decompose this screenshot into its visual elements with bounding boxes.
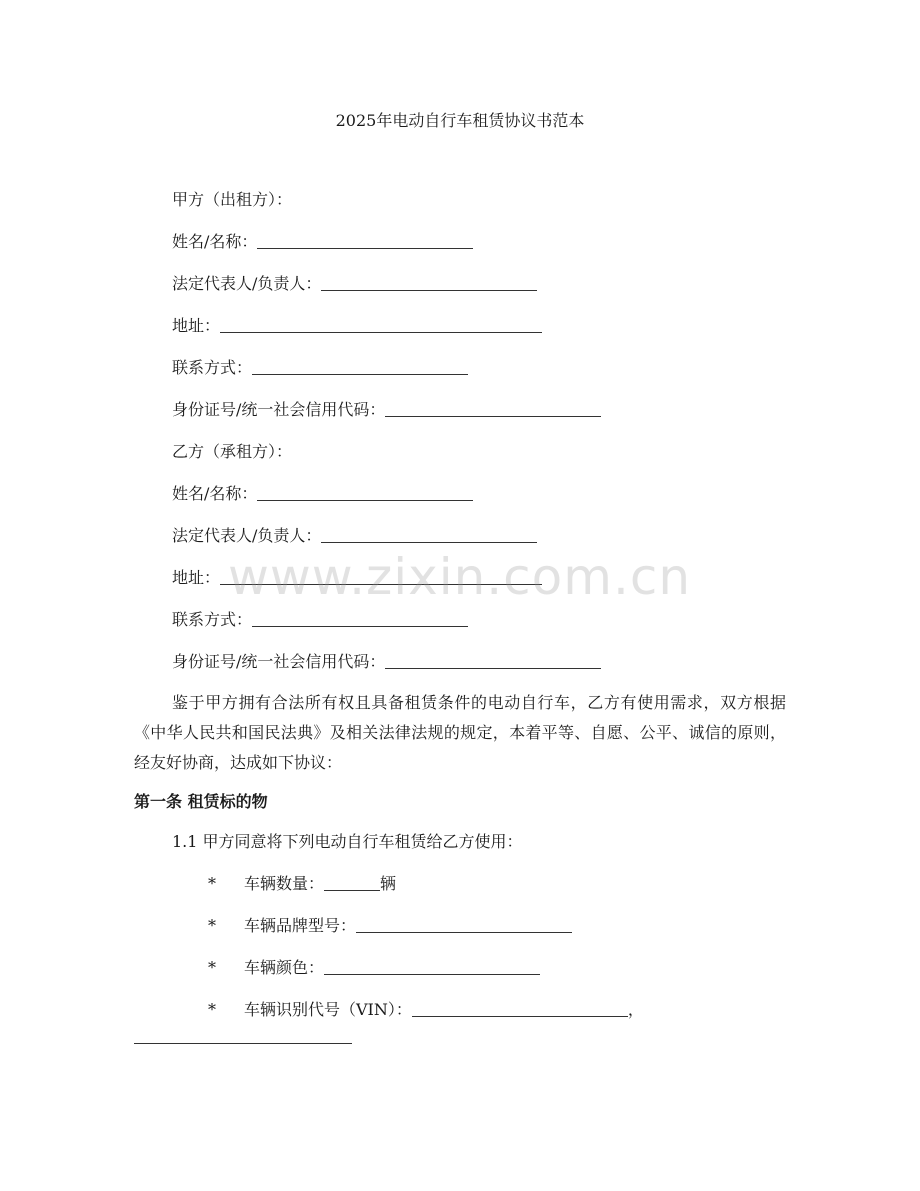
quantity-unit: 辆 — [380, 874, 397, 893]
vin-trailing: ， — [627, 1000, 644, 1019]
document-title: 2025年电动自行车租赁协议书范本 — [335, 111, 585, 130]
party-a-contact-row — [172, 358, 468, 378]
color-label: 车辆颜色： — [244, 958, 325, 977]
brand-blank — [356, 916, 572, 933]
party-b-rep-blank — [321, 526, 537, 543]
party-b-name-label: 姓名/名称： — [172, 484, 258, 503]
party-b-heading: 乙方（承租方）： — [172, 442, 293, 461]
quantity-label: 车辆数量： — [244, 874, 325, 893]
party-a-rep-label: 法定代表人/负责人： — [172, 274, 322, 293]
party-a-name-label: 姓名/名称： — [172, 232, 258, 251]
bullet-color — [208, 958, 540, 978]
bullet-mark: * — [208, 874, 216, 893]
party-a-name-row — [172, 232, 473, 252]
party-a-rep-blank — [321, 274, 537, 291]
bullet-quantity — [208, 874, 396, 894]
party-b-rep-row — [172, 526, 537, 546]
party-a-id-row — [172, 400, 601, 420]
party-a-rep-row — [172, 274, 537, 294]
party-a-contact-label: 联系方式： — [172, 358, 253, 377]
bullet-vin — [208, 1000, 644, 1020]
quantity-blank — [324, 874, 380, 891]
article-1-heading: 第一条 租赁标的物 — [134, 792, 268, 811]
bullet-mark: * — [208, 1000, 216, 1019]
clause-1-1: 1.1 甲方同意将下列电动自行车租赁给乙方使用： — [172, 832, 523, 851]
preamble-paragraph: 鉴于甲方拥有合法所有权且具备租赁条件的电动自行车，乙方有使用需求，双方根据《中华人民共和国民法典》及相关法律法规的规定，本着平等、自愿、公平、诚信的原则，经友好协商，达成如下协议： — [134, 693, 786, 772]
party-a-address-blank — [220, 316, 542, 333]
party-b-name-row — [172, 484, 473, 504]
party-b-contact-label: 联系方式： — [172, 610, 253, 629]
party-a-id-blank — [385, 400, 601, 417]
watermark-logo: www.zixin.com.cn — [228, 548, 692, 606]
party-b-rep-label: 法定代表人/负责人： — [172, 526, 322, 545]
party-b-id-blank — [385, 652, 601, 669]
brand-label: 车辆品牌型号： — [244, 916, 357, 935]
party-b-id-row — [172, 652, 601, 672]
bullet-mark: * — [208, 916, 216, 935]
party-a-contact-blank — [252, 358, 468, 375]
vin-blank — [412, 1000, 628, 1017]
party-a-id-label: 身份证号/统一社会信用代码： — [172, 400, 386, 419]
vin-continuation-blank — [134, 1043, 352, 1044]
party-b-name-blank — [257, 484, 473, 501]
party-b-id-label: 身份证号/统一社会信用代码： — [172, 652, 386, 671]
bullet-mark: * — [208, 958, 216, 977]
bullet-brand — [208, 916, 572, 936]
party-a-name-blank — [257, 232, 473, 249]
color-blank — [324, 958, 540, 975]
party-a-address-row — [172, 316, 542, 336]
vin-label: 车辆识别代号（VIN）： — [244, 1000, 412, 1019]
party-a-heading: 甲方（出租方）： — [172, 190, 293, 209]
party-b-address-label: 地址： — [172, 568, 221, 587]
party-a-address-label: 地址： — [172, 316, 221, 335]
party-b-contact-blank — [252, 610, 468, 627]
party-b-contact-row — [172, 610, 468, 630]
